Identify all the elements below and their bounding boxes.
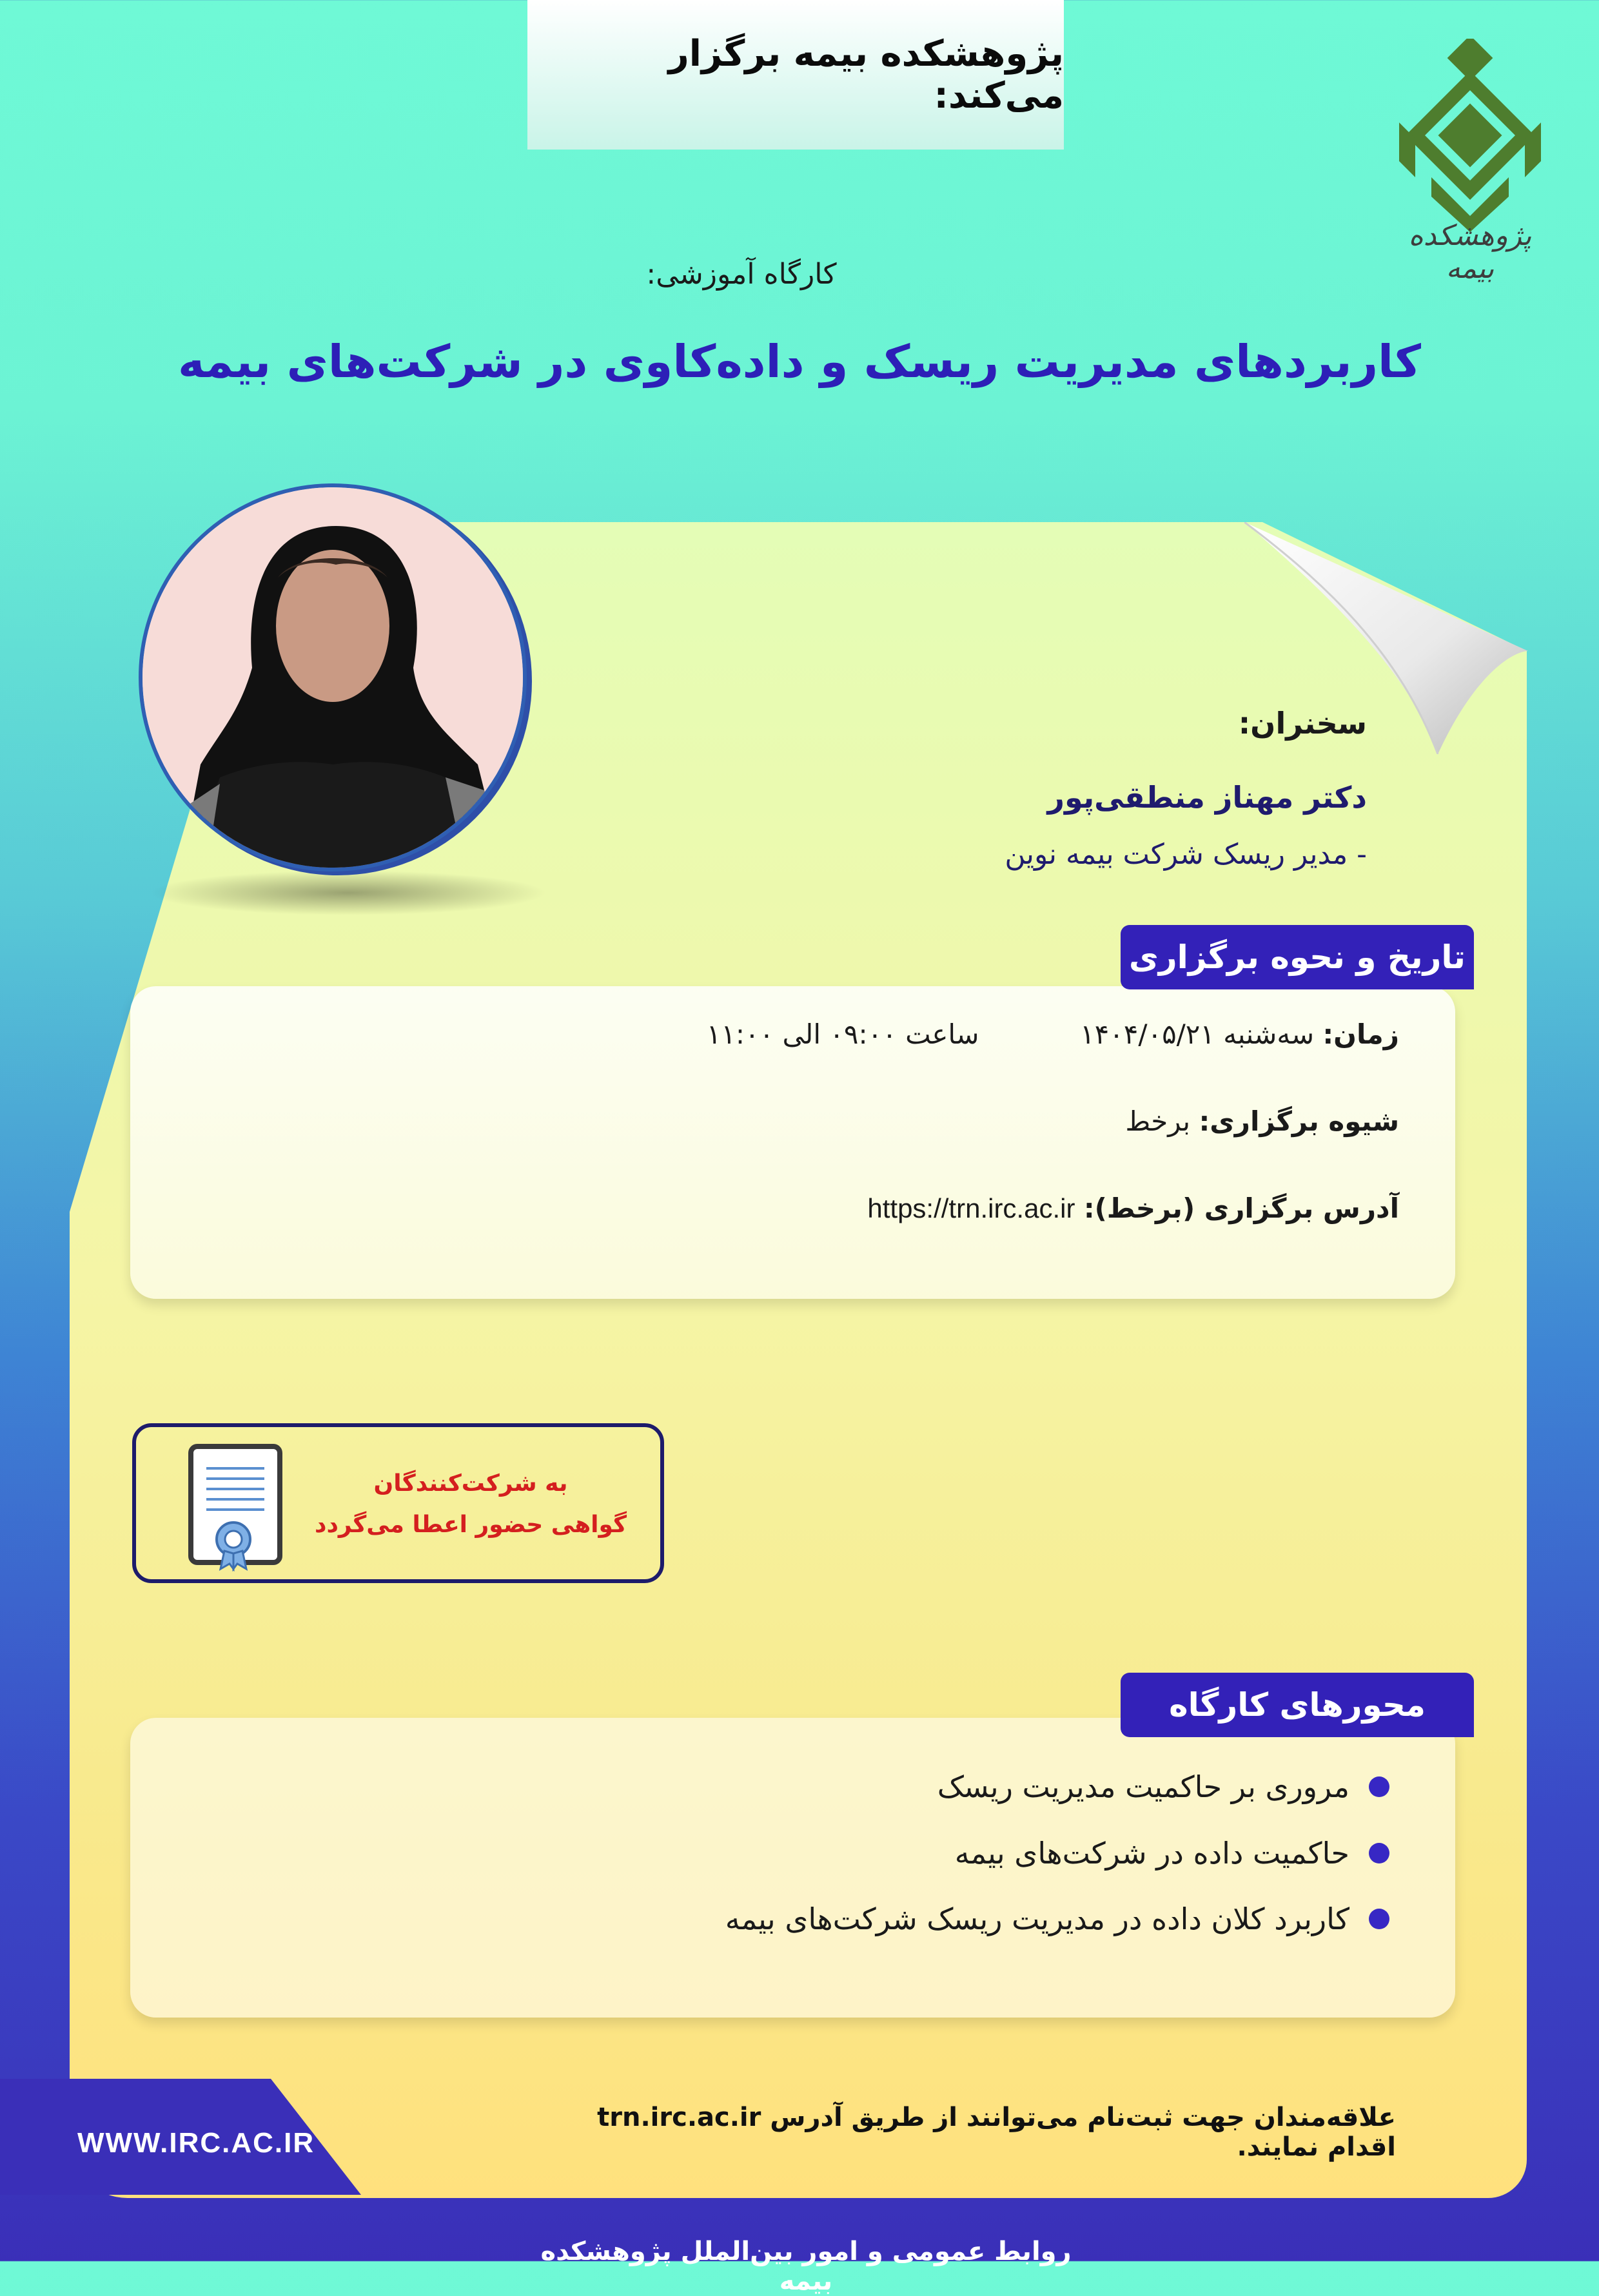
certificate-line-1: به شرکت‌کنندگان [373, 1470, 568, 1497]
mode-row [741, 1105, 1399, 1137]
topic-item [955, 1836, 1389, 1871]
date-section-label: تاریخ و نحوه برگزاری [1129, 939, 1466, 976]
website-link[interactable]: WWW.IRC.AC.IR [77, 2127, 315, 2159]
bullet-icon [1369, 1843, 1389, 1863]
topics-section-label: محورهای کارگاه [1169, 1686, 1426, 1724]
address-row [741, 1192, 1399, 1224]
time-hours: ساعت ۰۹:۰۰ الی ۱۱:۰۰ [706, 1018, 979, 1050]
topic-text: حاکمیت داده در شرکت‌های بیمه [954, 1836, 1349, 1871]
workshop-title: کاربردهای مدیریت ریسک و داده‌کاوی در شرکت‌های بیمه [177, 335, 1422, 388]
speaker-name: دکتر مهناز منطقی‌پور [1047, 780, 1367, 815]
certificate-icon [187, 1443, 284, 1571]
header-banner-text: پژوهشکده بیمه برگزار می‌کند: [668, 33, 1064, 117]
mode-value: برخط [1125, 1105, 1191, 1137]
bullet-icon [1369, 1909, 1389, 1929]
topic-item [937, 1769, 1389, 1804]
topics-section-tab [1121, 1673, 1474, 1737]
topic-text: مروری بر حاکمیت مدیریت ریسک [937, 1769, 1349, 1804]
topic-item [725, 1902, 1389, 1936]
time-label: زمان: [1322, 1018, 1399, 1050]
date-section-tab [1121, 925, 1474, 989]
address-label: آدرس برگزاری (برخط): [1083, 1192, 1399, 1224]
footer-text: روابط عمومی و امور بین‌الملل پژوهشکده بیمه [540, 2237, 1072, 2296]
time-value: سه‌شنبه ۱۴۰۴/۰۵/۲۱ [1080, 1018, 1315, 1050]
certificate-text [297, 1463, 645, 1546]
registration-note: علاقه‌مندان جهت ثبت‌نام می‌توانند از طریق آدرس trn.irc.ac.ir اقدام نمایند. [597, 2103, 1396, 2162]
logo-text: پژوهشکده بیمه [1408, 219, 1532, 285]
speaker-photo [139, 483, 527, 871]
workshop-label: کارگاه آموزشی: [646, 258, 837, 291]
time-row [706, 1018, 1399, 1050]
certificate-line-2: گواهی حضور اعطا می‌گردد [314, 1512, 627, 1538]
photo-shadow [148, 870, 548, 915]
speaker-portrait-icon [142, 487, 523, 868]
topic-text: کاربرد کلان داده در مدیریت ریسک شرکت‌های بیمه [725, 1902, 1349, 1936]
header-banner [527, 0, 1064, 150]
address-link[interactable]: https://trn.irc.ac.ir [867, 1193, 1075, 1223]
bullet-icon [1369, 1776, 1389, 1797]
speakers-label: سخنران: [1238, 706, 1367, 741]
mode-label: شیوه برگزاری: [1199, 1105, 1399, 1137]
speaker-role: - مدیر ریسک شرکت بیمه نوین [1005, 838, 1367, 871]
